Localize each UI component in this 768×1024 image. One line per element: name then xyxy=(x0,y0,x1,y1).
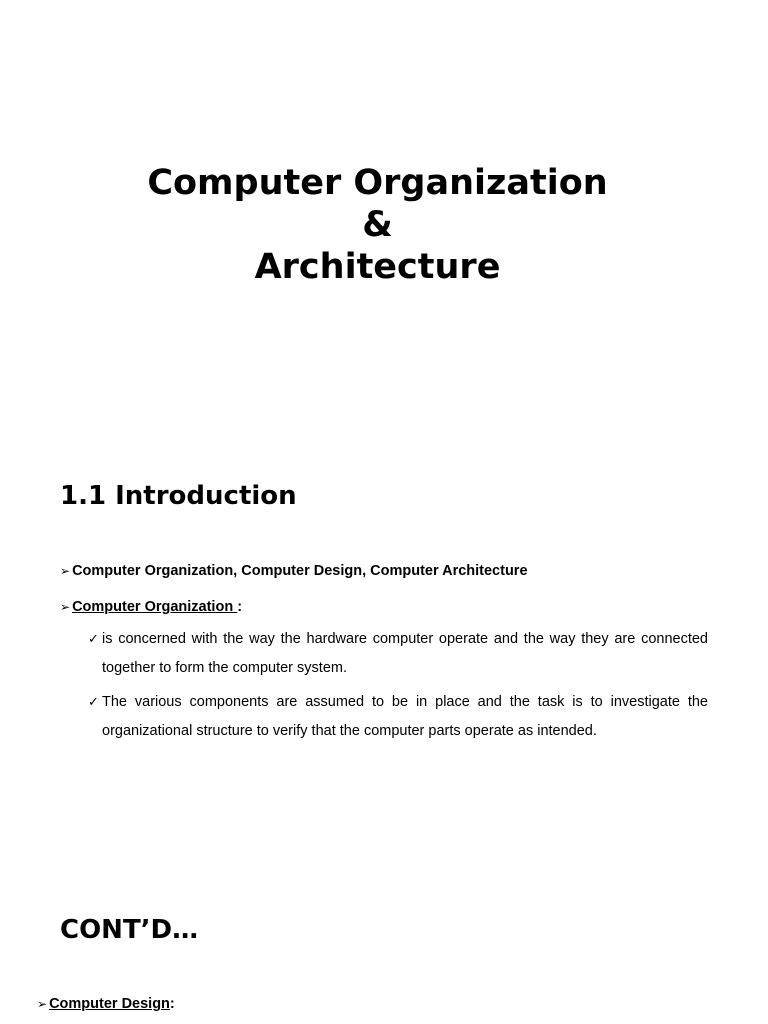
title-line-1: Computer Organization xyxy=(147,163,608,203)
arrow-bullet-icon: ➢ xyxy=(60,564,71,578)
contd-heading: CONT’D… xyxy=(60,915,199,945)
check-item-1 xyxy=(88,625,708,683)
check-item-text: is concerned with the way the hardware computer operate and the way they are connected together to form the computer system. xyxy=(102,631,708,676)
checkmark-icon: ✓ xyxy=(88,632,99,647)
arrow-bullet-icon: ➢ xyxy=(60,600,71,614)
check-item-2 xyxy=(88,688,708,746)
checkmark-icon: ✓ xyxy=(88,695,99,710)
document-title xyxy=(0,162,755,288)
arrow-bullet-icon: ➢ xyxy=(37,997,48,1011)
bullet-text: Computer Organization, Computer Design, Computer Architecture xyxy=(72,563,528,579)
bullet-item-computer-design xyxy=(37,994,175,1014)
section-heading-introduction: 1.1 Introduction xyxy=(60,481,297,511)
bullet-item-topics xyxy=(60,561,528,581)
bullet-suffix: : xyxy=(237,599,243,615)
bullet-suffix: : xyxy=(169,996,175,1012)
title-line-2: & xyxy=(362,205,393,245)
title-line-3: Architecture xyxy=(254,247,501,287)
bullet-label: Computer Design xyxy=(49,996,170,1012)
check-item-text: The various components are assumed to be in place and the task is to investigate the organizational structure to verify that the computer parts operate as intended. xyxy=(102,694,708,739)
bullet-item-computer-organization xyxy=(60,597,242,617)
bullet-label: Computer Organization xyxy=(72,599,238,615)
